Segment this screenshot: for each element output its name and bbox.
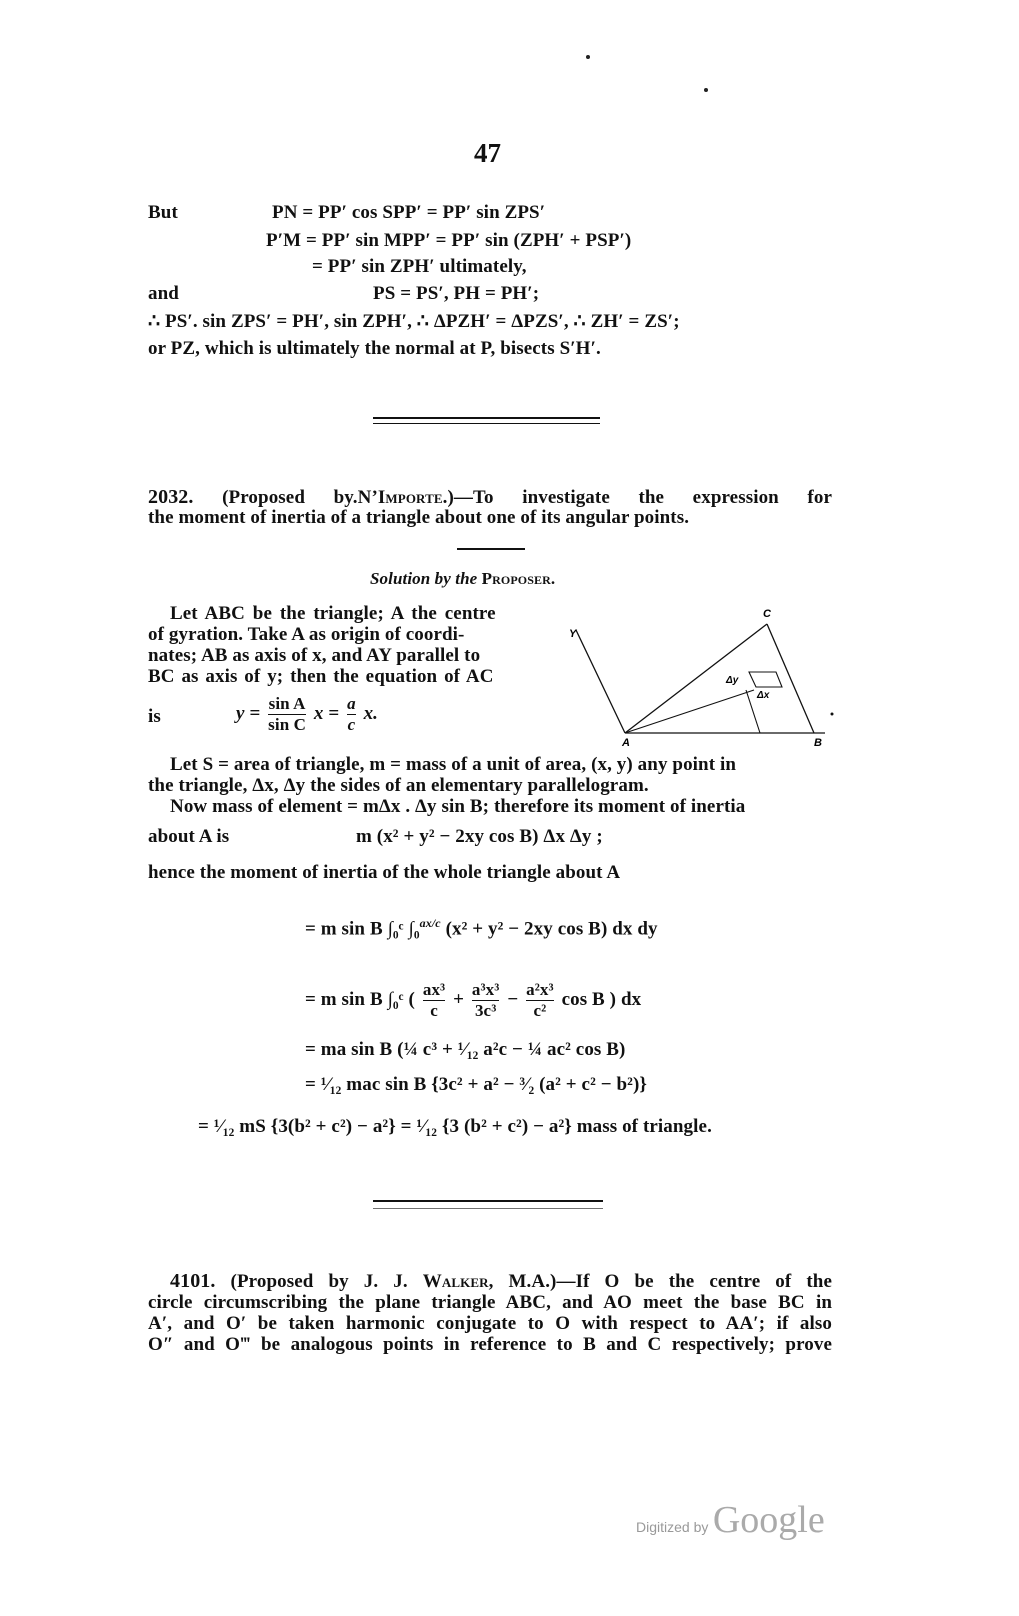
numerator: sin A	[268, 694, 306, 713]
denominator: c²	[533, 1001, 547, 1020]
text-line: hence the moment of inertia of the whole triangle about A	[148, 862, 621, 883]
text-line: the triangle, Δx, Δy the sides of an elementary parallelogram.	[148, 775, 649, 796]
text: )—To investigate the expression for	[447, 487, 832, 508]
text: (Proposed by J. J.	[230, 1271, 408, 1292]
text: = m sin B ∫₀ᶜ (	[305, 988, 415, 1010]
denominator: sin C	[268, 715, 306, 734]
equation-line: PN = PP′ cos SPP′ = PP′ sin ZPS′	[272, 202, 546, 223]
equation-ac	[236, 694, 378, 735]
google-logo: Google	[712, 1499, 825, 1541]
equation-line: ∴ PS′. sin ZPS′ = PH′, sin ZPH′, ∴ ΔPZH′ = ΔPZS′, ∴ ZH′ = ZS′;	[148, 311, 680, 332]
numerator: a³x³	[471, 980, 500, 999]
text: x =	[313, 702, 340, 724]
side-bc	[767, 624, 814, 733]
y-axis-line	[576, 630, 625, 733]
text: (Proposed by.	[222, 487, 358, 508]
watermark-text: Digitized by	[636, 1519, 709, 1535]
text-line: BC as axis of y; then the equation of AC	[148, 666, 494, 687]
text-line: or PZ, which is ultimately the normal at P, bisects S′H′.	[148, 338, 601, 359]
denominator: c	[347, 715, 356, 734]
problem-number: 4101.	[170, 1270, 216, 1292]
proposer-name: N’Importe.	[357, 487, 448, 508]
text: Solution by the	[370, 569, 478, 588]
upper-limit: ax/c	[419, 916, 441, 930]
speck	[704, 88, 708, 92]
text: )—If O be the centre of the	[550, 1271, 832, 1292]
problem-2032-line1	[148, 486, 832, 509]
equation-line: = ma sin B (¼ c³ + ¹⁄₁₂ a²c − ¼ ac² cos B)	[305, 1039, 626, 1060]
text: x.	[363, 702, 379, 724]
integral-eq-2: = m sin B ∫₀ᶜ ( $\frac{\text{ax³}}{c}$ + $\frac{\text{a³x³}}{\text{3c³}}$ − $\frac{\text{a²x³}}{\text{c²}}$ cos B ) dx	[305, 980, 642, 1020]
section-divider	[373, 1200, 603, 1202]
denominator: 3c³	[474, 1001, 497, 1020]
moment-element-formula: m (x² + y² − 2xy cos B) Δx Δy ;	[356, 826, 603, 847]
fraction	[472, 980, 500, 1021]
text-line: circle circumscribing the plane triangle ABC, and AO meet the base BC in	[148, 1292, 832, 1313]
problem-2032-line2: the moment of inertia of a triangle about one of its angular points.	[148, 507, 690, 528]
label-c: C	[763, 608, 771, 620]
text: y =	[236, 702, 261, 724]
text: cos B ) dx	[561, 988, 642, 1010]
label-delta-y: Δy	[726, 675, 739, 686]
text-line: O″ and O‴ be analogous points in reference to B and C respectively; prove	[148, 1334, 832, 1355]
text-line: nates; AB as axis of x, and AY parallel to	[148, 645, 481, 666]
text: Proposer.	[481, 569, 556, 588]
label-y: Y	[569, 628, 577, 640]
equation-line: = ¹⁄₁₂ mac sin B {3c² + a² − ³⁄₂ (a² + c² − b²)}	[305, 1074, 647, 1095]
solution-heading	[370, 569, 555, 589]
text-line: Let ABC be the triangle; A the centre	[170, 603, 496, 624]
speck	[831, 713, 834, 716]
page-number: 47	[474, 138, 501, 168]
and-label: and	[148, 283, 179, 304]
is-label: is	[148, 706, 161, 727]
equation-line: P′M = PP′ sin MPP′ = PP′ sin (ZPH′ + PSP′)	[266, 230, 632, 251]
fraction	[347, 694, 356, 735]
text-line: Let S = area of triangle, m = mass of a unit of area, (x, y) any point in	[170, 754, 737, 775]
text: = m sin B ∫₀ᶜ ∫₀	[305, 918, 420, 940]
denominator: c	[430, 1001, 438, 1020]
text-line: Now mass of element = mΔx . Δy sin B; therefore its moment of inertia	[170, 796, 746, 817]
speck	[586, 55, 590, 59]
watermark	[636, 1498, 825, 1542]
element-parallelogram	[749, 672, 782, 687]
fraction	[268, 694, 306, 735]
side-ac	[625, 624, 767, 733]
but-label: But	[148, 202, 178, 223]
ray-to-element	[625, 690, 754, 733]
section-divider	[373, 423, 600, 424]
label-delta-x: Δx	[757, 690, 770, 701]
problem-4101-line1	[148, 1270, 832, 1293]
short-divider	[457, 548, 525, 550]
integral-eq-1	[305, 916, 658, 940]
text-line: A′, and O′ be taken harmonic conjugate to O with respect to AA′; if also	[148, 1313, 832, 1334]
numerator: a²x³	[526, 980, 554, 999]
problem-number: 2032.	[148, 486, 194, 508]
equation-line: = PP′ sin ZPH′ ultimately,	[312, 256, 527, 277]
label-a: A	[622, 737, 630, 749]
label-b: B	[814, 737, 822, 749]
text-line: of gyration. Take A as origin of coordi-	[148, 624, 465, 645]
equation-line: PS = PS′, PH = PH′;	[373, 283, 540, 304]
equation-line: = ¹⁄₁₂ mS {3(b² + c²) − a²} = ¹⁄₁₂ {3 (b² + c²) − a²} mass of triangle.	[198, 1116, 712, 1137]
about-label: about A is	[148, 826, 230, 847]
numerator: ax³	[422, 980, 446, 999]
section-divider	[373, 1208, 603, 1209]
proposer-name: Walker, M.A.	[422, 1271, 551, 1292]
fraction	[526, 980, 554, 1021]
text: (x² + y² − 2xy cos B) dx dy	[445, 918, 658, 940]
triangle-figure	[560, 600, 850, 750]
section-divider	[373, 417, 600, 419]
numerator: a	[347, 694, 356, 713]
fraction	[423, 980, 445, 1021]
